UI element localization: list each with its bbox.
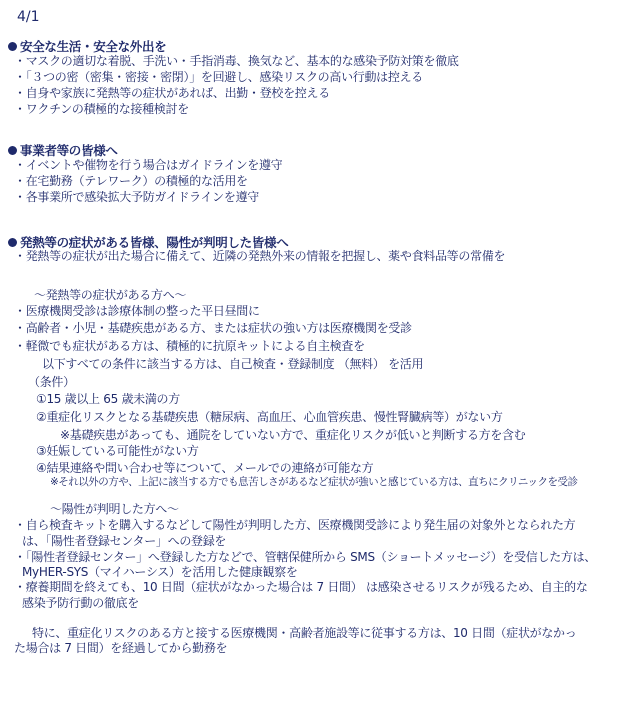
list-item-continued: 感染予防行動の徹底を (22, 596, 140, 610)
condition-footnote: ※それ以外の方や、上記に該当する方でも息苦しさがあるなど症状が強いと感じている方は、直ちにクリニックを受診 (50, 476, 578, 488)
section-heading-safe-living (8, 39, 166, 54)
intro-text: ・発熱等の症状が出た場合に備えて、近隣の発熱外来の情報を把握し、薬や食料品等の常備を (14, 249, 506, 263)
condition-item: ①15 歳以上 65 歳未満の方 (36, 392, 180, 406)
list-item: ・マスクの適切な着脱、手洗い・手指消毒、換気など、基本的な感染予防対策を徹底 (14, 54, 459, 68)
list-item-continued: MyHER-SYS（マイハーシス）を活用した健康観察を (22, 565, 298, 579)
list-item: ・高齢者・小児・基礎疾患がある方、または症状の強い方は医療機関を受診 (14, 321, 412, 335)
subsection-title-symptoms: ～発熱等の症状がある方へ～ (34, 288, 187, 302)
condition-item: ③妊娠している可能性がない方 (36, 444, 199, 458)
bullet-dot-icon (8, 146, 17, 155)
condition-item: ②重症化リスクとなる基礎疾患（糖尿病、高血圧、心血管疾患、慢性腎臓病等）がない方 (36, 410, 503, 424)
list-item: ・各事業所で感染拡大予防ガイドラインを遵守 (14, 190, 259, 204)
date-label: 4/1 (17, 9, 40, 25)
list-item-continued: は、「陽性者登録センター」への登録を (22, 534, 227, 548)
bullet-dot-icon (8, 238, 17, 247)
subsection-title-positive: ～陽性が判明した方へ～ (50, 502, 179, 516)
list-item: ・自ら検査キットを購入するなどして陽性が判明した方、医療機関受診により発生届の対象外となられた方 (14, 518, 576, 532)
section-heading-businesses (8, 143, 118, 158)
closing-text-continued: た場合は 7 日間）を経過してから勤務を (14, 641, 228, 655)
list-item: ・「３つの密（密集・密接・密閉）」を回避し、感染リスクの高い行動は控える (14, 70, 423, 84)
closing-text: 特に、重症化リスクのある方と接する医療機関・高齢者施設等に従事する方は、10 日間（症状がなかっ (32, 626, 577, 640)
conditions-label: （条件） (28, 375, 75, 389)
self-test-note: 以下すべての条件に該当する方は、自己検査・登録制度 （無料） を活用 (42, 357, 424, 371)
list-item: ・イベントや催物を行う場合はガイドラインを遵守 (14, 158, 283, 172)
bullet-dot-icon (8, 42, 17, 51)
list-item: ・軽微でも症状がある方は、積極的に抗原キットによる自主検査を (14, 339, 365, 353)
section-heading-symptoms (8, 235, 288, 250)
list-item: ・ワクチンの積極的な接種検討を (14, 102, 189, 116)
list-item: ・医療機関受診は診療体制の整った平日昼間に (14, 304, 260, 318)
list-item: ・在宅勤務（テレワーク）の積極的な活用を (14, 174, 248, 188)
list-item: ・療養期間を終えても、10 日間（症状がなかった場合は 7 日間） は感染させるリスクが残るため、自主的な (14, 580, 588, 594)
condition-item: ④結果連絡や問い合わせ等について、メールでの連絡が可能な方 (36, 461, 374, 475)
list-item: ・「陽性者登録センター」へ登録した方などで、管轄保健所から SMS（ショートメッセージ）を受信した方は、 (14, 550, 597, 564)
section-heading-text: 発熱等の症状がある皆様、陽性が判明した皆様へ (20, 235, 289, 250)
section-heading-text: 安全な生活・安全な外出を (20, 39, 167, 54)
list-item: ・自身や家族に発熱等の症状があれば、出勤・登校を控える (14, 86, 330, 100)
section-heading-text: 事業者等の皆様へ (20, 143, 118, 158)
condition-note: ※基礎疾患があっても、通院をしていない方で、重症化リスクが低いと判断する方を含む (60, 428, 526, 442)
